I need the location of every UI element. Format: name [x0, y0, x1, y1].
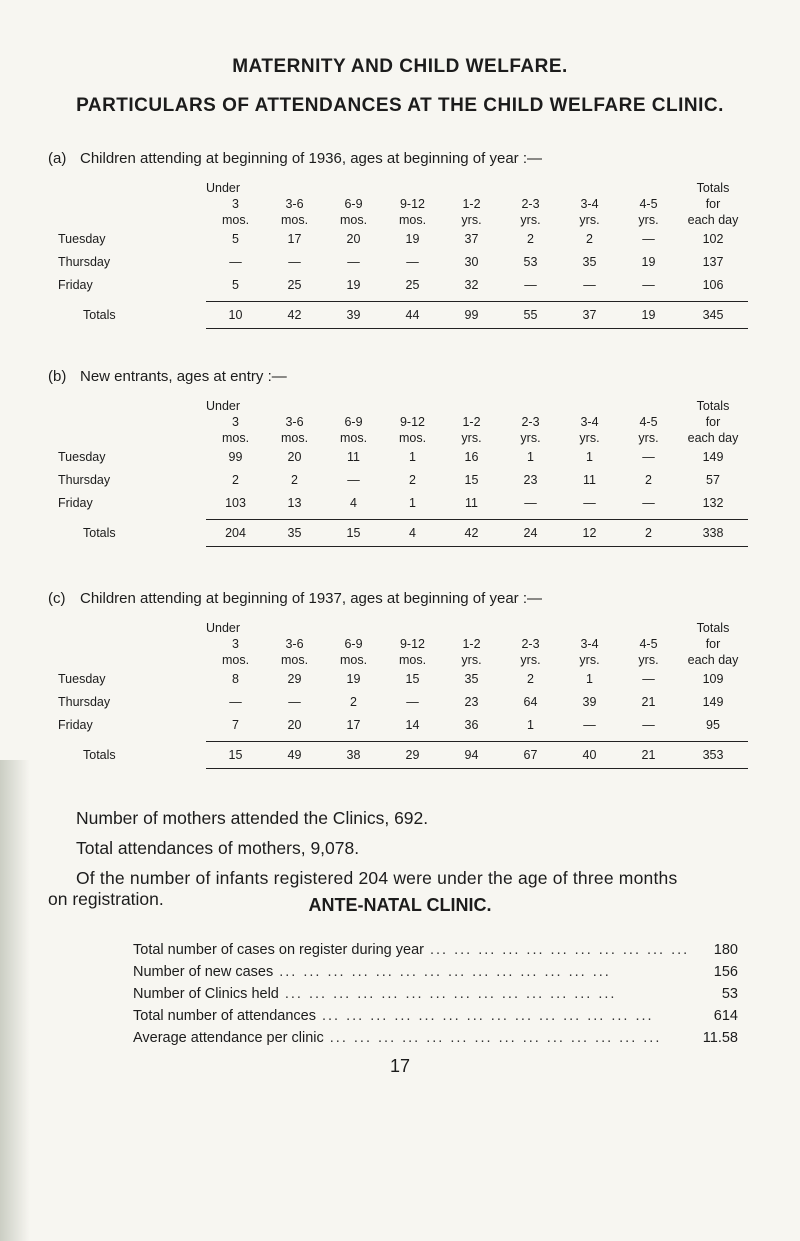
- column-header: mos.: [280, 653, 309, 667]
- table-cell: 103: [225, 496, 246, 510]
- table-cell: 1: [586, 672, 593, 686]
- totals-cell: 35: [265, 520, 324, 547]
- column-header: yrs.: [579, 653, 600, 667]
- column-header: mos.: [280, 213, 309, 227]
- table-cell: 2: [527, 672, 534, 686]
- column-header: 3: [232, 197, 239, 211]
- attendance-table: [58, 620, 748, 769]
- column-header: [560, 180, 619, 196]
- column-header: mos.: [398, 431, 427, 445]
- table-cell: 16: [464, 450, 479, 464]
- table-cell: —: [288, 255, 301, 269]
- page-title: MATERNITY AND CHILD WELFARE.: [232, 56, 568, 77]
- column-header: for: [705, 415, 721, 429]
- column-header: 9-12: [399, 415, 426, 429]
- column-header: [324, 398, 383, 414]
- table-cell: —: [642, 718, 655, 732]
- table-cell: 8: [232, 672, 239, 686]
- table-cell: —: [229, 695, 242, 709]
- table-cell: 1: [409, 496, 416, 510]
- table-cell: 64: [523, 695, 538, 709]
- table-cell: 20: [346, 232, 361, 246]
- table-cell: —: [229, 255, 242, 269]
- table-cell: 149: [702, 695, 724, 709]
- totals-cell: 10: [206, 302, 265, 329]
- column-header: [265, 398, 324, 414]
- table-cell: 2: [350, 695, 357, 709]
- column-header: for: [705, 197, 721, 211]
- table-cell: 36: [464, 718, 479, 732]
- attendance-table: [58, 180, 748, 329]
- section-heading: [48, 150, 542, 167]
- row-day-label: Friday: [58, 278, 93, 292]
- table-cell: 2: [232, 473, 239, 487]
- column-header: each day: [687, 431, 739, 445]
- column-header: [619, 398, 678, 414]
- table-cell: 1: [586, 450, 593, 464]
- column-header: yrs.: [638, 431, 659, 445]
- table-cell: 5: [232, 278, 239, 292]
- totals-cell: 42: [442, 520, 501, 547]
- dot-leader: [324, 1030, 694, 1046]
- header-spacer: [58, 398, 206, 414]
- section-heading-text: Children attending at beginning of 1937, ages at beginning of year :—: [80, 590, 542, 607]
- column-header: mos.: [221, 213, 250, 227]
- totals-cell: 40: [560, 742, 619, 769]
- table-cell: 4: [350, 496, 357, 510]
- section-heading: [48, 368, 287, 385]
- table-cell: 2: [291, 473, 298, 487]
- totals-cell: 12: [560, 520, 619, 547]
- column-header: mos.: [398, 653, 427, 667]
- table-cell: 11: [465, 496, 478, 510]
- column-header: Under: [206, 399, 241, 413]
- header-row: [58, 196, 748, 212]
- column-header: 1-2: [462, 197, 481, 211]
- table-row: [58, 446, 748, 469]
- table-cell: 14: [405, 718, 420, 732]
- table-cell: 102: [702, 232, 724, 246]
- column-header: yrs.: [638, 653, 659, 667]
- table-cell: —: [583, 718, 596, 732]
- column-header: [501, 620, 560, 636]
- table-cell: 17: [346, 718, 361, 732]
- totals-cell: 44: [383, 302, 442, 329]
- table-cell: 21: [641, 695, 656, 709]
- table-cell: 20: [287, 718, 302, 732]
- column-header: [501, 398, 560, 414]
- header-spacer: [58, 430, 206, 446]
- table-cell: 19: [641, 255, 656, 269]
- infants-text-line2: on registration.: [48, 889, 164, 909]
- totals-cell: 29: [383, 742, 442, 769]
- table-cell: 19: [346, 278, 361, 292]
- table-row: [58, 228, 748, 251]
- ante-natal-item-label: Average attendance per clinic: [133, 1030, 324, 1046]
- mothers-attended-text: Number of mothers attended the Clinics, 692.: [76, 808, 429, 828]
- column-header: [442, 620, 501, 636]
- column-header: 6-9: [344, 197, 363, 211]
- table-cell: 109: [702, 672, 724, 686]
- column-header: 3: [232, 415, 239, 429]
- ante-natal-title: ANTE-NATAL CLINIC.: [308, 895, 492, 915]
- totals-cell: 39: [324, 302, 383, 329]
- column-header: 6-9: [344, 415, 363, 429]
- ante-natal-item-value: 156: [713, 964, 738, 980]
- table-cell: 99: [228, 450, 243, 464]
- ante-natal-item-value: 614: [713, 1008, 738, 1024]
- header-spacer: [58, 212, 206, 228]
- totals-cell: 24: [501, 520, 560, 547]
- ante-natal-item: [133, 1008, 738, 1030]
- table-cell: —: [642, 496, 655, 510]
- column-header: Totals: [696, 621, 730, 635]
- table-row: [58, 691, 748, 714]
- table-cell: 19: [405, 232, 420, 246]
- column-header: mos.: [280, 431, 309, 445]
- column-header: yrs.: [520, 213, 541, 227]
- ante-natal-item-label: Number of new cases: [133, 964, 274, 980]
- infants-text-line1: Of the number of infants registered 204 were under the age of three months: [76, 868, 678, 888]
- table-cell: 20: [287, 450, 302, 464]
- table-cell: 5: [232, 232, 239, 246]
- table-cell: 37: [464, 232, 479, 246]
- table-cell: 35: [582, 255, 597, 269]
- header-row: [58, 652, 748, 668]
- column-header: 4-5: [639, 637, 658, 651]
- table-cell: 29: [287, 672, 302, 686]
- section-heading-text: New entrants, ages at entry :—: [80, 368, 287, 385]
- table-cell: —: [642, 278, 655, 292]
- column-header: [442, 180, 501, 196]
- table-cell: 17: [287, 232, 302, 246]
- column-header: Totals: [696, 181, 730, 195]
- ante-natal-item: [133, 942, 738, 964]
- column-header: [383, 180, 442, 196]
- column-header: mos.: [339, 431, 368, 445]
- row-day-label: Friday: [58, 496, 93, 510]
- table-cell: —: [524, 496, 537, 510]
- column-header: 3-4: [580, 415, 599, 429]
- column-header: [324, 180, 383, 196]
- table-cell: 15: [405, 672, 420, 686]
- section-heading: [48, 590, 542, 607]
- table-cell: —: [347, 255, 360, 269]
- totals-cell: 4: [383, 520, 442, 547]
- table-cell: 2: [409, 473, 416, 487]
- row-day-label: Tuesday: [58, 672, 106, 686]
- column-header: yrs.: [638, 213, 659, 227]
- header-spacer: [58, 620, 206, 636]
- ante-natal-item-label: Total number of attendances: [133, 1008, 316, 1024]
- header-spacer: [58, 652, 206, 668]
- column-header: 4-5: [639, 197, 658, 211]
- row-day-label: Thursday: [58, 695, 111, 709]
- column-header: yrs.: [461, 431, 482, 445]
- column-header: 3-4: [580, 637, 599, 651]
- totals-row: [58, 520, 748, 547]
- column-header: 3: [232, 637, 239, 651]
- row-day-label: Friday: [58, 718, 93, 732]
- column-header: 3-6: [285, 197, 304, 211]
- table-cell: —: [583, 278, 596, 292]
- table-row: [58, 251, 748, 274]
- table-row: [58, 714, 748, 737]
- column-header: [442, 398, 501, 414]
- column-header: yrs.: [579, 213, 600, 227]
- totals-row: [58, 302, 748, 329]
- section-label: (b): [48, 368, 67, 385]
- column-header: 1-2: [462, 415, 481, 429]
- ante-natal-item-label: Total number of cases on register during year: [133, 942, 424, 958]
- column-header: [501, 180, 560, 196]
- table-cell: 1: [527, 450, 534, 464]
- table-cell: 32: [464, 278, 479, 292]
- totals-cell: 353: [678, 742, 748, 769]
- table-cell: —: [406, 255, 419, 269]
- column-header: [619, 620, 678, 636]
- totals-cell: 94: [442, 742, 501, 769]
- totals-cell: 38: [324, 742, 383, 769]
- table-cell: —: [406, 695, 419, 709]
- column-header: mos.: [221, 653, 250, 667]
- column-header: 2-3: [521, 415, 540, 429]
- column-header: yrs.: [520, 431, 541, 445]
- column-header: Under: [206, 621, 241, 635]
- table-cell: 25: [287, 278, 302, 292]
- table-cell: 23: [464, 695, 479, 709]
- totals-label: Totals: [83, 308, 116, 322]
- page-number: 17: [389, 1056, 411, 1076]
- header-row: [58, 212, 748, 228]
- column-header: [383, 398, 442, 414]
- table-cell: 13: [287, 496, 302, 510]
- column-header: mos.: [221, 431, 250, 445]
- attendance-table: [58, 398, 748, 547]
- header-row: [58, 398, 748, 414]
- table-cell: —: [642, 672, 655, 686]
- table-cell: 106: [702, 278, 724, 292]
- column-header: 3-4: [580, 197, 599, 211]
- column-header: 9-12: [399, 637, 426, 651]
- section-label: (a): [48, 150, 67, 167]
- row-day-label: Thursday: [58, 473, 111, 487]
- header-row: [58, 620, 748, 636]
- column-header: each day: [687, 653, 739, 667]
- row-day-label: Tuesday: [58, 450, 106, 464]
- column-header: each day: [687, 213, 739, 227]
- table-cell: —: [642, 232, 655, 246]
- table-cell: —: [524, 278, 537, 292]
- column-header: 9-12: [399, 197, 426, 211]
- totals-label: Totals: [83, 526, 116, 540]
- totals-cell: 37: [560, 302, 619, 329]
- column-header: [383, 620, 442, 636]
- column-header: [324, 620, 383, 636]
- column-header: mos.: [339, 213, 368, 227]
- table-cell: 1: [527, 718, 534, 732]
- table-cell: 23: [523, 473, 538, 487]
- header-spacer: [58, 636, 206, 652]
- header-row: [58, 636, 748, 652]
- total-attendances-text: Total attendances of mothers, 9,078.: [76, 838, 360, 858]
- table-cell: 53: [523, 255, 538, 269]
- column-header: 2-3: [521, 637, 540, 651]
- table-row: [58, 492, 748, 515]
- header-row: [58, 430, 748, 446]
- column-header: yrs.: [461, 213, 482, 227]
- column-header: 4-5: [639, 415, 658, 429]
- totals-cell: 42: [265, 302, 324, 329]
- page-edge-shadow: [0, 760, 30, 1241]
- totals-cell: 2: [619, 520, 678, 547]
- header-row: [58, 180, 748, 196]
- column-header: [560, 398, 619, 414]
- totals-label: Totals: [83, 748, 116, 762]
- totals-cell: 345: [678, 302, 748, 329]
- table-cell: 137: [702, 255, 724, 269]
- table-cell: 2: [586, 232, 593, 246]
- header-spacer: [58, 196, 206, 212]
- ante-natal-item: [133, 964, 738, 986]
- table-cell: 25: [405, 278, 420, 292]
- table-cell: 30: [464, 255, 479, 269]
- totals-cell: 15: [324, 520, 383, 547]
- column-header: yrs.: [461, 653, 482, 667]
- table-cell: 149: [702, 450, 724, 464]
- dot-leader: [316, 1008, 694, 1024]
- column-header: 2-3: [521, 197, 540, 211]
- totals-row: [58, 742, 748, 769]
- table-cell: 2: [645, 473, 652, 487]
- table-cell: 11: [347, 450, 360, 464]
- column-header: mos.: [398, 213, 427, 227]
- table-cell: 95: [706, 718, 720, 732]
- ante-natal-item-value: 11.58: [702, 1030, 738, 1046]
- table-row: [58, 668, 748, 691]
- column-header: 1-2: [462, 637, 481, 651]
- table-cell: 19: [346, 672, 361, 686]
- column-header: [619, 180, 678, 196]
- totals-cell: 338: [678, 520, 748, 547]
- column-header: mos.: [339, 653, 368, 667]
- section-heading-text: Children attending at beginning of 1936, ages at beginning of year :—: [80, 150, 542, 167]
- table-cell: —: [347, 473, 360, 487]
- column-header: 3-6: [285, 637, 304, 651]
- ante-natal-item: [133, 1030, 738, 1052]
- header-spacer: [58, 180, 206, 196]
- row-day-label: Thursday: [58, 255, 111, 269]
- page-subtitle: PARTICULARS OF ATTENDANCES AT THE CHILD WELFARE CLINIC.: [76, 95, 724, 116]
- totals-cell: 67: [501, 742, 560, 769]
- table-cell: 1: [409, 450, 416, 464]
- column-header: 3-6: [285, 415, 304, 429]
- column-header: Totals: [696, 399, 730, 413]
- ante-natal-item-value: 53: [721, 986, 738, 1002]
- dot-leader: [279, 986, 694, 1002]
- totals-cell: 19: [619, 302, 678, 329]
- table-row: [58, 469, 748, 492]
- table-cell: 7: [232, 718, 239, 732]
- column-header: [265, 620, 324, 636]
- table-cell: 132: [702, 496, 724, 510]
- table-cell: —: [583, 496, 596, 510]
- column-header: 6-9: [344, 637, 363, 651]
- ante-natal-item-value: 180: [713, 942, 738, 958]
- table-cell: —: [642, 450, 655, 464]
- dot-leader: [424, 942, 694, 958]
- ante-natal-item-label: Number of Clinics held: [133, 986, 279, 1002]
- row-day-label: Tuesday: [58, 232, 106, 246]
- ante-natal-item: [133, 986, 738, 1008]
- totals-cell: 55: [501, 302, 560, 329]
- totals-cell: 15: [206, 742, 265, 769]
- column-header: [265, 180, 324, 196]
- header-spacer: [58, 414, 206, 430]
- table-cell: 35: [464, 672, 479, 686]
- table-cell: 57: [706, 473, 720, 487]
- column-header: yrs.: [520, 653, 541, 667]
- table-cell: 11: [583, 473, 596, 487]
- table-cell: 39: [582, 695, 597, 709]
- column-header: for: [705, 637, 721, 651]
- totals-cell: 99: [442, 302, 501, 329]
- table-cell: —: [288, 695, 301, 709]
- totals-cell: 21: [619, 742, 678, 769]
- totals-cell: 204: [206, 520, 265, 547]
- dot-leader: [273, 964, 694, 980]
- table-row: [58, 274, 748, 297]
- column-header: yrs.: [579, 431, 600, 445]
- header-row: [58, 414, 748, 430]
- column-header: Under: [206, 181, 241, 195]
- totals-cell: 49: [265, 742, 324, 769]
- table-cell: 15: [464, 473, 479, 487]
- section-label: (c): [48, 590, 66, 607]
- table-cell: 2: [527, 232, 534, 246]
- column-header: [560, 620, 619, 636]
